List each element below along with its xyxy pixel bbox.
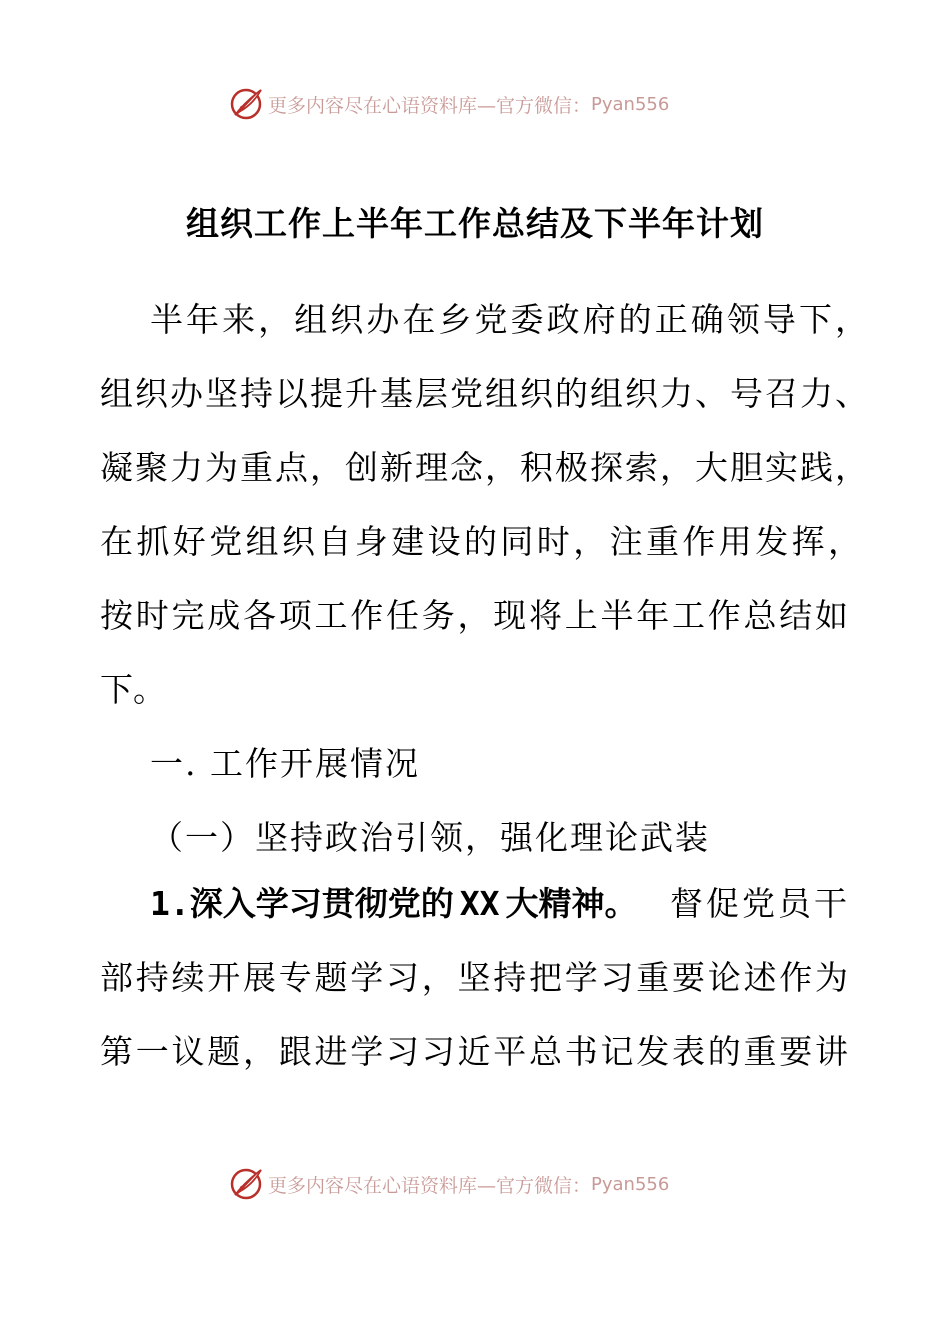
item-title: 1.深入学习贯彻党的 XX 大精神。 [150,884,638,923]
document-title: 组织工作上半年工作总结及下半年计划 [186,204,764,243]
paragraph-line: 第一议题，跟进学习习近平总书记发表的重要讲 [100,1032,848,1071]
watermark-text: 更多内容尽在心语资料库—官方微信： [268,1174,592,1197]
paragraph-line: 按时完成各项工作任务，现将上半年工作总结如 [100,596,848,635]
paragraph-line: 部持续开展专题学习，坚持把学习重要论述作为 [100,958,848,997]
watermark-footer [228,1164,669,1204]
feather-pen-circle-icon [228,86,264,122]
watermark-wechat-id: Pyan556 [591,1173,670,1195]
paragraph-line: 下。 [100,670,166,709]
feather-pen-circle-icon [228,1166,264,1202]
subsection-heading: （一）坚持政治引领，强化理论武装 [150,818,710,857]
item-text: 督促党员干 [670,884,850,923]
paragraph-line: 半年来，组织办在乡党委政府的正确领导下， [150,300,868,339]
paragraph-line: 在抓好党组织自身建设的同时，注重作用发挥， [100,522,865,561]
item-line [150,882,850,926]
watermark-text: 更多内容尽在心语资料库—官方微信： [268,94,592,117]
watermark-wechat-id: Pyan556 [591,93,670,115]
paragraph-line: 组织办坚持以提升基层党组织的组织力、号召力、 [100,374,868,413]
section-heading: 一. 工作开展情况 [150,744,420,783]
watermark-header [228,84,669,124]
paragraph-line: 凝聚力为重点，创新理念，积极探索，大胆实践， [100,448,868,487]
